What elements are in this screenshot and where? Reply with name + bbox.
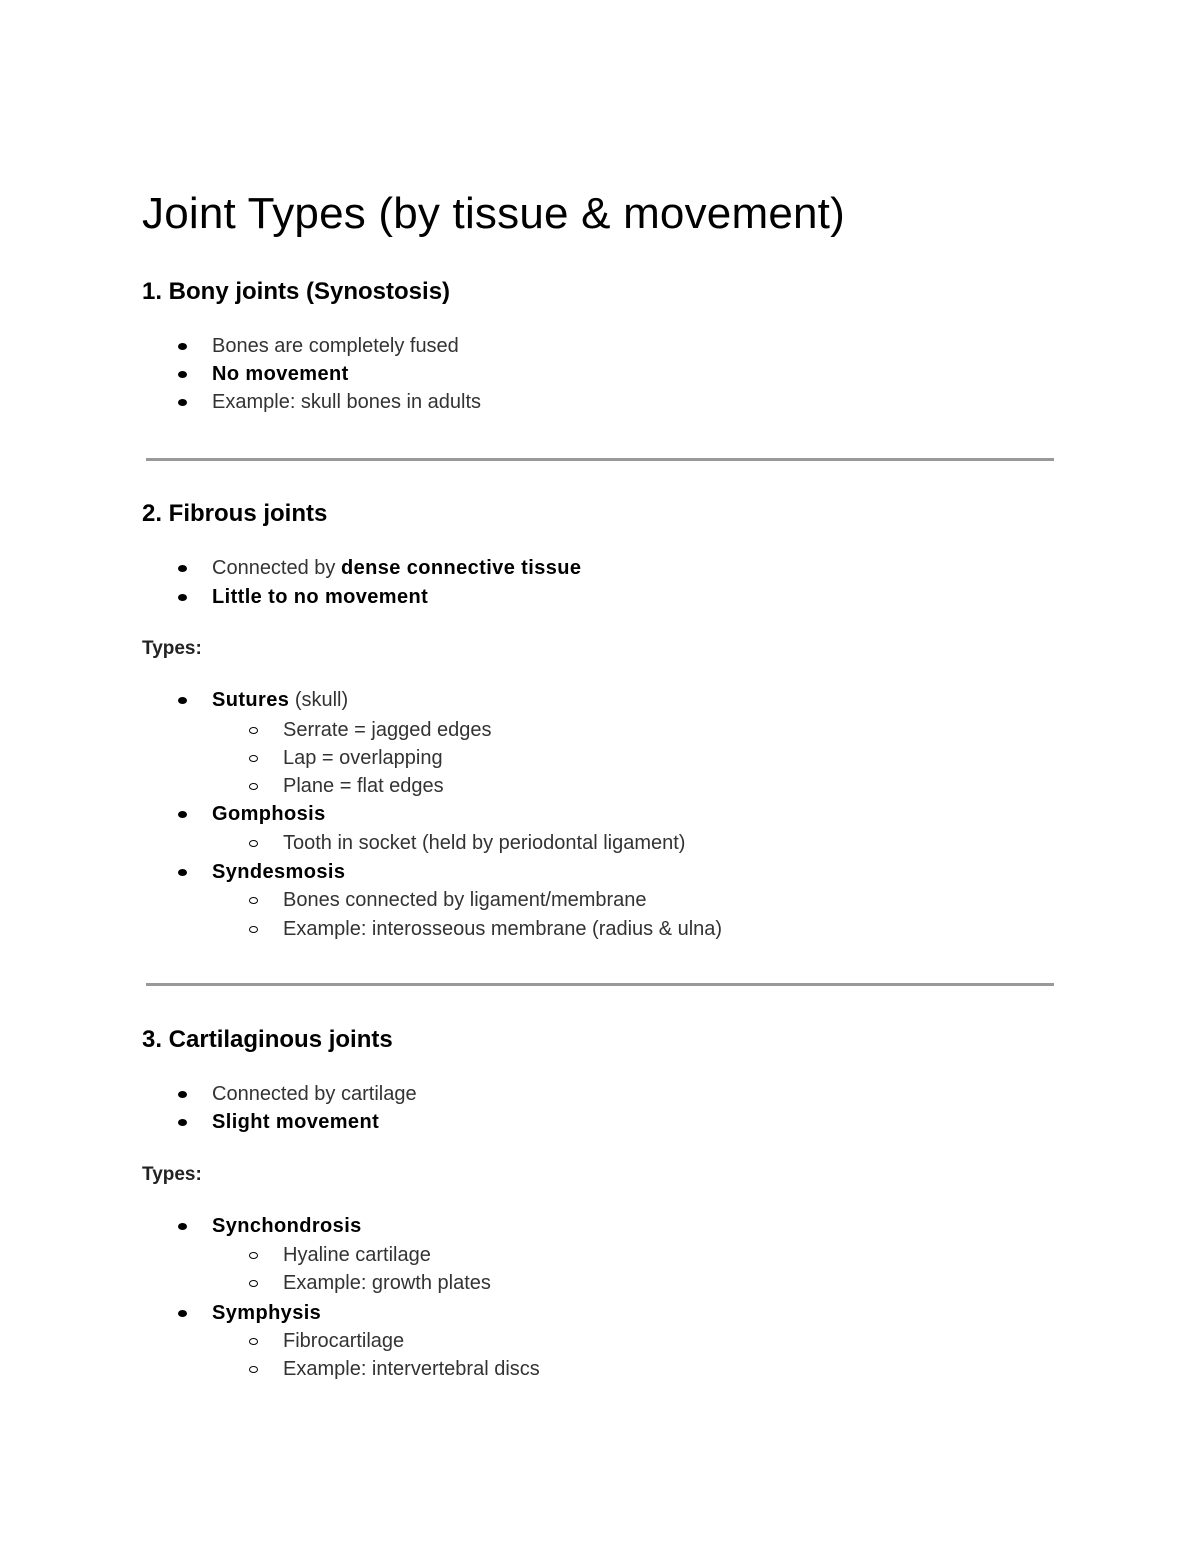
sub-bullet-icon: [249, 926, 258, 933]
section-heading-cartilaginous-joints: 3. Cartilaginous joints: [142, 1026, 393, 1053]
page-title: Joint Types (by tissue & movement): [142, 189, 845, 238]
sub-bullet-icon: [249, 1338, 258, 1345]
bold-text: Gomphosis: [212, 803, 326, 825]
bold-text: Sutures: [212, 689, 290, 711]
horizontal-divider: [146, 458, 1054, 461]
bullet-icon: [178, 697, 187, 704]
sub-bullet-icon: [249, 897, 258, 904]
sub-bullet-icon: [249, 1252, 258, 1259]
sub-bullet-icon: [249, 727, 258, 734]
bullet-icon: [178, 343, 187, 350]
list-item: [212, 584, 428, 610]
list-item: Connected by cartilage: [212, 1083, 417, 1105]
list-item: [212, 555, 581, 581]
list-item: [212, 801, 326, 827]
bold-text: Synchondrosis: [212, 1215, 362, 1237]
sub-bullet-icon: [249, 1366, 258, 1373]
list-item: Bones connected by ligament/membrane: [283, 889, 647, 911]
section-heading-fibrous-joints: 2. Fibrous joints: [142, 500, 328, 527]
list-item: Plane = flat edges: [283, 775, 444, 797]
list-item: Bones are completely fused: [212, 335, 459, 357]
list-item: Example: intervertebral discs: [283, 1358, 540, 1380]
horizontal-divider: [146, 983, 1054, 986]
bold-text: dense connective tissue: [340, 557, 582, 579]
list-item: Tooth in socket (held by periodontal ligament): [283, 832, 686, 854]
bold-text: Syndesmosis: [212, 861, 346, 883]
list-item: Example: skull bones in adults: [212, 391, 482, 413]
bullet-icon: [178, 399, 187, 406]
list-item: Hyaline cartilage: [283, 1244, 431, 1266]
bullet-icon: [178, 1310, 187, 1317]
sub-bullet-icon: [249, 840, 258, 847]
bullet-icon: [178, 565, 187, 572]
list-item: [212, 1300, 321, 1326]
sub-bullet-icon: [249, 783, 258, 790]
bullet-icon: [178, 371, 187, 378]
list-item: Example: growth plates: [283, 1272, 491, 1294]
bold-text: Slight movement: [212, 1111, 380, 1133]
bullet-icon: [178, 811, 187, 818]
bold-text: Symphysis: [212, 1302, 322, 1324]
list-item: [212, 859, 345, 885]
list-item: [212, 687, 348, 713]
list-item: [212, 1109, 379, 1135]
list-item: [212, 361, 349, 387]
list-item: Example: interosseous membrane (radius & ulna): [283, 918, 723, 940]
list-item: Fibrocartilage: [283, 1330, 405, 1352]
bullet-icon: [178, 869, 187, 876]
list-item: Serrate = jagged edges: [283, 719, 492, 741]
types-label: Types:: [142, 1164, 202, 1185]
sub-bullet-icon: [249, 1280, 258, 1287]
bullet-icon: [178, 594, 187, 601]
plain-text: Connected by: [212, 557, 341, 579]
bold-text: Little to no movement: [212, 586, 429, 608]
plain-text: (skull): [289, 689, 349, 711]
section-heading-bony-joints: 1. Bony joints (Synostosis): [142, 278, 451, 305]
bullet-icon: [178, 1119, 187, 1126]
types-label: Types:: [142, 638, 202, 659]
list-item: [212, 1213, 362, 1239]
bullet-icon: [178, 1223, 187, 1230]
bullet-icon: [178, 1091, 187, 1098]
bold-text: No movement: [212, 363, 349, 385]
list-item: Lap = overlapping: [283, 747, 443, 769]
sub-bullet-icon: [249, 755, 258, 762]
